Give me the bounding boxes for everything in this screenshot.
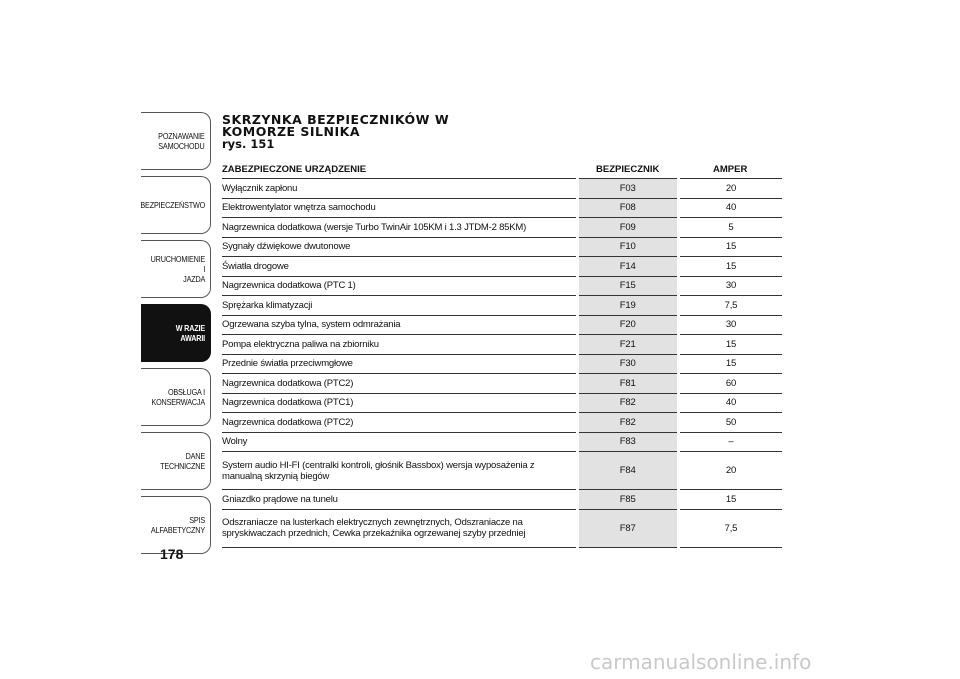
chapter-tab[interactable]	[141, 112, 211, 170]
fuse-cell: F15	[577, 276, 678, 296]
fuse-cell: F08	[577, 198, 678, 218]
table-row	[222, 276, 782, 296]
device-cell: Elektrowentylator wnętrza samochodu	[222, 198, 577, 218]
chapter-tab[interactable]	[141, 304, 211, 362]
table-row	[222, 198, 782, 218]
fuse-cell: F19	[577, 296, 678, 316]
amp-cell: 7,5	[678, 296, 782, 316]
amp-cell: 50	[678, 413, 782, 433]
table-row	[222, 452, 782, 490]
amp-cell: –	[678, 432, 782, 452]
heading-line-2: KOMORZE SILNIKA	[222, 124, 360, 139]
chapter-tab-label: BEZPIECZEŃSTWO	[140, 200, 205, 210]
page-number: 178	[160, 546, 184, 562]
fuse-cell: F82	[577, 393, 678, 413]
table-row	[222, 237, 782, 257]
chapter-tab-label: OBSŁUGA I KONSERWACJA	[151, 387, 205, 407]
device-cell: Ogrzewana szyba tylna, system odmrażania	[222, 315, 577, 335]
amp-cell: 20	[678, 452, 782, 490]
device-cell: Wyłącznik zapłonu	[222, 179, 577, 199]
table-row	[222, 218, 782, 238]
table-row	[222, 354, 782, 374]
fuse-cell: F82	[577, 413, 678, 433]
section-heading	[222, 114, 449, 150]
chapter-tab-label: SPIS ALFABETYCZNY	[150, 515, 205, 535]
device-cell: Sprężarka klimatyzacji	[222, 296, 577, 316]
fuse-table	[222, 163, 782, 548]
fuse-cell: F10	[577, 237, 678, 257]
fuse-cell: F09	[577, 218, 678, 238]
heading-line-1: SKRZYNKA BEZPIECZNIKÓW W	[222, 112, 450, 127]
device-cell: Przednie światła przeciwmgłowe	[222, 354, 577, 374]
device-cell: Nagrzewnica dodatkowa (wersje Turbo TwinAir 105KM i 1.3 JTDM-2 85KM)	[222, 218, 577, 238]
device-cell: Wolny	[222, 432, 577, 452]
fuse-cell: F87	[577, 509, 678, 547]
amp-cell: 15	[678, 335, 782, 355]
device-cell: Pompa elektryczna paliwa na zbiorniku	[222, 335, 577, 355]
fuse-cell: F21	[577, 335, 678, 355]
chapter-tab[interactable]	[141, 176, 211, 234]
amp-cell: 15	[678, 354, 782, 374]
amp-cell: 40	[678, 393, 782, 413]
table-row	[222, 509, 782, 547]
heading-figure-ref: rys. 151	[222, 137, 275, 151]
fuse-cell: F83	[577, 432, 678, 452]
chapter-tab-label: URUCHOMIENIE I JAZDA	[150, 254, 205, 284]
device-cell: System audio HI-FI (centralki kontroli, głośnik Bassbox) wersja wyposażenia z manualną skrzynią biegów	[222, 452, 577, 490]
table-row	[222, 179, 782, 199]
table-row	[222, 335, 782, 355]
chapter-tab[interactable]	[141, 240, 211, 298]
device-cell: Nagrzewnica dodatkowa (PTC1)	[222, 393, 577, 413]
chapter-tab-label: DANE TECHNICZNE	[160, 451, 205, 471]
table-row	[222, 296, 782, 316]
amp-cell: 15	[678, 490, 782, 510]
device-cell: Nagrzewnica dodatkowa (PTC2)	[222, 374, 577, 394]
chapter-tab[interactable]	[141, 432, 211, 490]
table-row	[222, 315, 782, 335]
device-cell: Nagrzewnica dodatkowa (PTC2)	[222, 413, 577, 433]
table-row	[222, 413, 782, 433]
chapter-tab[interactable]	[141, 368, 211, 426]
amp-cell: 60	[678, 374, 782, 394]
amp-cell: 15	[678, 237, 782, 257]
fuse-cell: F85	[577, 490, 678, 510]
device-cell: Gniazdko prądowe na tunelu	[222, 490, 577, 510]
table-row	[222, 257, 782, 277]
device-cell: Odszraniacze na lusterkach elektrycznych zewnętrznych, Odszraniacze na spryskiwaczach przednich, Cewka przekaźnika ogrzewanej szyby przedniej	[222, 509, 577, 547]
table-row	[222, 432, 782, 452]
amp-cell: 5	[678, 218, 782, 238]
device-cell: Światła drogowe	[222, 257, 577, 277]
fuse-cell: F20	[577, 315, 678, 335]
chapter-tabs	[141, 112, 211, 560]
col-header-amp: AMPER	[678, 163, 782, 179]
col-header-fuse: BEZPIECZNIK	[577, 163, 678, 179]
amp-cell: 7,5	[678, 509, 782, 547]
col-header-device: ZABEZPIECZONE URZĄDZENIE	[222, 163, 577, 179]
amp-cell: 20	[678, 179, 782, 199]
fuse-cell: F14	[577, 257, 678, 277]
table-header-row	[222, 163, 782, 179]
watermark-text: carmanualsonline.info	[590, 650, 812, 674]
amp-cell: 30	[678, 276, 782, 296]
device-cell: Nagrzewnica dodatkowa (PTC 1)	[222, 276, 577, 296]
chapter-tab-label: POZNAWANIE SAMOCHODU	[158, 131, 205, 151]
table-row	[222, 393, 782, 413]
table-row	[222, 374, 782, 394]
amp-cell: 40	[678, 198, 782, 218]
device-cell: Sygnały dźwiękowe dwutonowe	[222, 237, 577, 257]
chapter-tab-label: W RAZIE AWARII	[175, 323, 205, 343]
fuse-cell: F03	[577, 179, 678, 199]
fuse-cell: F81	[577, 374, 678, 394]
amp-cell: 15	[678, 257, 782, 277]
fuse-cell: F30	[577, 354, 678, 374]
fuse-cell: F84	[577, 452, 678, 490]
amp-cell: 30	[678, 315, 782, 335]
table-row	[222, 490, 782, 510]
